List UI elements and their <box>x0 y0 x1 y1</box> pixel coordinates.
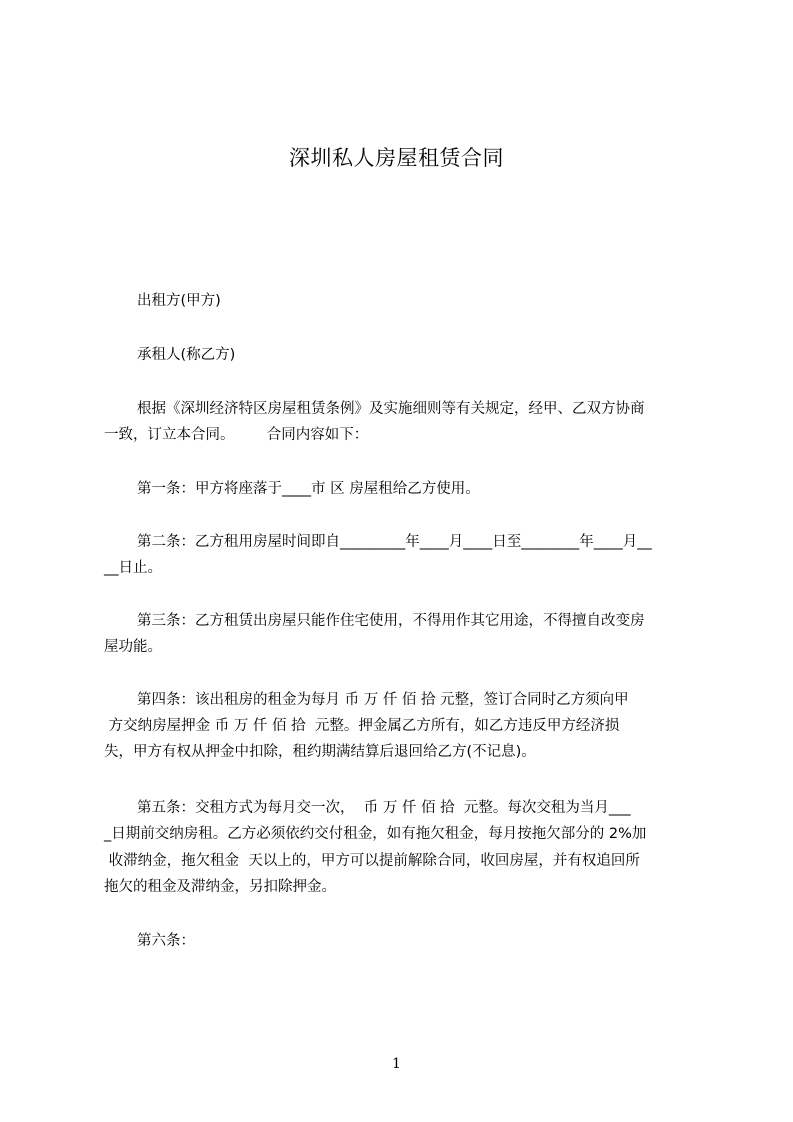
article-5-line-2: _日期前交纳房租。乙方必须依约交付租金，如有拖欠租金，每月按拖欠部分的 2%加 <box>104 826 647 842</box>
article-1-line-1: 第一条：甲方将座落于____市 区 房屋租给乙方使用。 <box>137 481 480 497</box>
article-5-line-4: 拖欠的租金及滞纳金，另扣除押金。 <box>104 879 336 895</box>
article-3-line-1: 第三条：乙方租赁出房屋只能作住宅使用，不得用作其它用途，不得擅自改变房 <box>137 613 645 629</box>
article-4-line-2: 方交纳房屋押金 币 万 仟 佰 拾 元整。押金属乙方所有，如乙方违反甲方经济损 <box>104 718 620 734</box>
article-4-line-3: 失，甲方有权从押金中扣除，租约期满结算后退回给乙方(不记息)。 <box>104 744 536 760</box>
article-5-line-3: 收滞纳金，拖欠租金 天以上的，甲方可以提前解除合同，收回房屋，并有权追回所 <box>104 853 640 869</box>
preamble-line-1: 根据《深圳经济特区房屋租赁条例》及实施细则等有关规定，经甲、乙双方协商 <box>137 401 645 417</box>
article-3-line-2: 屋功能。 <box>104 639 162 655</box>
preamble-line-2: 一致，订立本合同。 合同内容如下： <box>104 427 369 443</box>
page-number: 1 <box>392 1056 401 1072</box>
lessee-line: 承租人(称乙方) <box>137 347 236 363</box>
article-2-line-2: __日止。 <box>104 560 162 576</box>
lessor-line: 出租方(甲方) <box>137 293 221 309</box>
article-6-line-1: 第六条： <box>137 933 195 949</box>
article-4-line-1: 第四条：该出租房的租金为每月 币 万 仟 佰 拾 元整，签订合同时乙方须向甲 <box>137 692 629 708</box>
document-title: 深圳私人房屋租赁合同 <box>289 146 504 170</box>
article-5-line-1: 第五条：交租方式为每月交一次， 币 万 仟 佰 拾 元整。每次交租为当月___ <box>137 800 631 816</box>
article-2-line-1: 第二条：乙方租用房屋时间即自_________年____月____日至________年____月__ <box>137 534 652 550</box>
